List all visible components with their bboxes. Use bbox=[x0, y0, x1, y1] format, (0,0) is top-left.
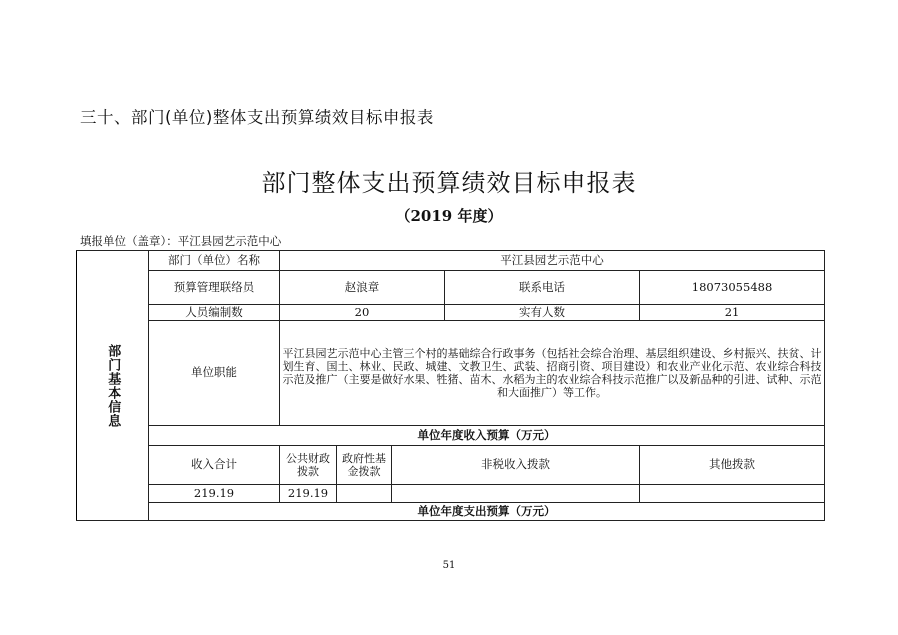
page-number: 51 bbox=[442, 560, 456, 571]
income-col-public-fiscal: 公共财政拨款 bbox=[280, 446, 337, 485]
expense-header: 单位年度支出预算（万元） bbox=[149, 503, 825, 521]
staff-quota-label: 人员编制数 bbox=[149, 305, 280, 321]
phone-label: 联系电话 bbox=[445, 271, 640, 305]
year-label: （2019 年度） bbox=[395, 207, 503, 225]
income-value-gov-fund bbox=[337, 485, 392, 503]
income-col-other: 其他拨款 bbox=[640, 446, 825, 485]
duties-text: 平江县园艺示范中心主管三个村的基础综合行政事务（包括社会综合治理、基层组织建设、乡村振兴、扶贫、计划生育、国土、林业、民政、城建、文教卫生、武装、招商引资、项目建设）和农业产业化示范、农业综合科技示范及推广（主要是做好水果、牲猪、苗木、水稻为主的农业综合科技示范推广以及新品种的引进、试种、示范和大面推广）等工作。 bbox=[280, 321, 825, 426]
actual-staff-label: 实有人数 bbox=[445, 305, 640, 321]
actual-staff-value: 21 bbox=[640, 305, 825, 321]
side-label-cell bbox=[77, 251, 149, 521]
staff-quota-value: 20 bbox=[280, 305, 445, 321]
income-value-public-fiscal: 219.19 bbox=[280, 485, 337, 503]
duties-label: 单位职能 bbox=[149, 321, 280, 426]
contact-label: 预算管理联络员 bbox=[149, 271, 280, 305]
income-col-gov-fund: 政府性基金拨款 bbox=[337, 446, 392, 485]
income-value-non-tax bbox=[392, 485, 640, 503]
income-value-other bbox=[640, 485, 825, 503]
phone-value: 18073055488 bbox=[640, 271, 825, 305]
contact-value: 赵浪章 bbox=[280, 271, 445, 305]
filler-label: 填报单位（盖章）： bbox=[80, 234, 178, 248]
budget-form-table bbox=[76, 250, 825, 521]
income-col-total: 收入合计 bbox=[149, 446, 280, 485]
section-heading: 三十、部门(单位)整体支出预算绩效目标申报表 bbox=[80, 108, 434, 127]
income-value-total: 219.19 bbox=[149, 485, 280, 503]
income-header: 单位年度收入预算（万元） bbox=[149, 426, 825, 446]
filler-line bbox=[80, 233, 281, 249]
side-label: 部门基本信息 bbox=[105, 343, 121, 428]
dept-name-value: 平江县园艺示范中心 bbox=[280, 251, 825, 271]
filler-value: 平江县园艺示范中心 bbox=[177, 234, 282, 248]
document-title: 部门整体支出预算绩效目标申报表 bbox=[261, 169, 637, 197]
income-col-non-tax: 非税收入拨款 bbox=[392, 446, 640, 485]
dept-name-label: 部门（单位）名称 bbox=[149, 251, 280, 271]
